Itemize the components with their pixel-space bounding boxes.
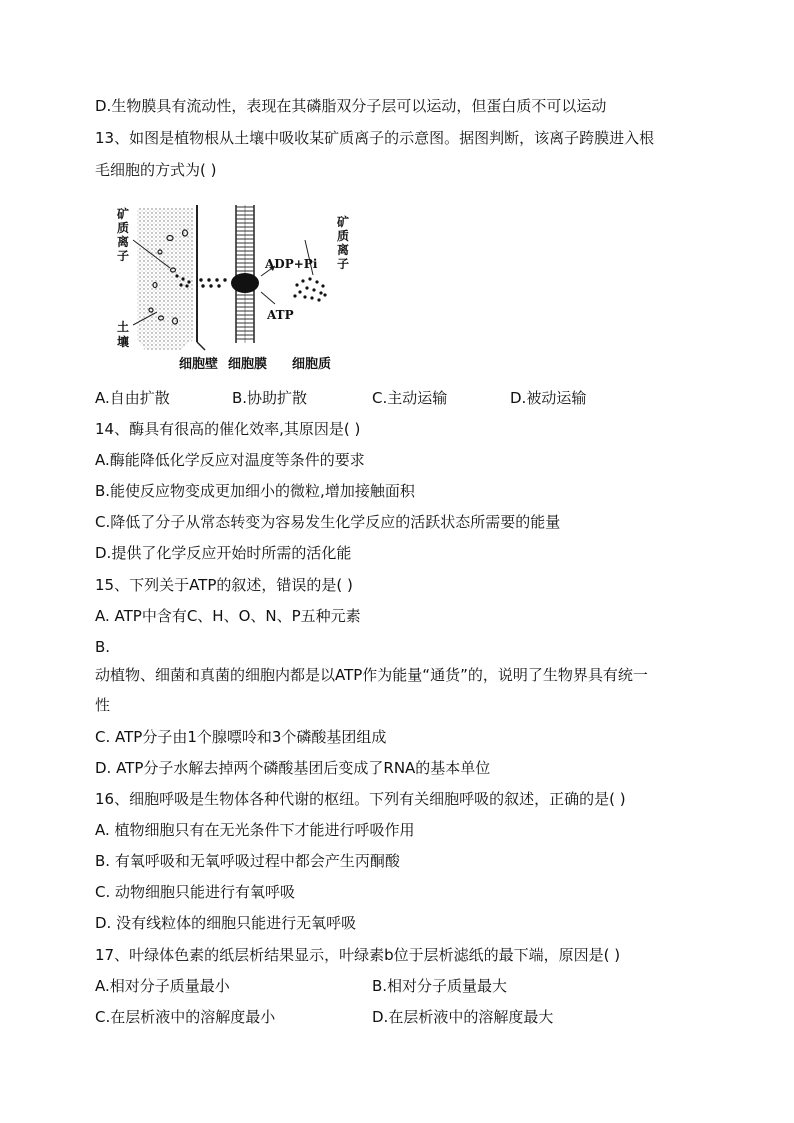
carrier-protein	[231, 273, 259, 293]
label-soil-1: 土	[117, 320, 130, 334]
label-ion-left-3: 离	[117, 235, 130, 249]
q17-option-d: D.在层析液中的溶解度最大	[372, 1008, 554, 1026]
label-ion-left-2: 质	[117, 221, 130, 235]
q16-option-d: D. 没有线粒体的细胞只能进行无氧呼吸	[95, 914, 357, 932]
soil-region	[137, 208, 193, 350]
label-adp-pi: ADP+Pi	[265, 257, 318, 271]
label-cell-membrane: 细胞膜	[228, 357, 268, 372]
q16-stem: 16、细胞呼吸是生物体各种代谢的枢纽。下列有关细胞呼吸的叙述，正确的是( )	[95, 790, 626, 808]
label-cell-wall: 细胞壁	[179, 357, 219, 372]
q13-option-c: C.主动运输	[372, 389, 448, 407]
ion-dots-cytoplasm	[293, 277, 326, 301]
q14-option-d: D.提供了化学反应开始时所需的活化能	[95, 544, 352, 562]
q13-stem-line1: 13、如图是植物根从土壤中吸收某矿质离子的示意图。据图判断，该离子跨膜进入根	[95, 129, 655, 147]
q14-stem: 14、酶具有很高的催化效率,其原因是( )	[95, 420, 361, 438]
diagram-svg	[115, 200, 365, 375]
label-ion-left-4: 子	[117, 249, 130, 263]
label-soil-2: 壤	[117, 335, 130, 349]
label-ion-right-3: 离	[337, 243, 350, 257]
q14-option-c: C.降低了分子从常态转变为容易发生化学反应的活跃状态所需要的能量	[95, 513, 561, 531]
q15-option-a: A. ATP中含有C、H、O、N、P五种元素	[95, 607, 361, 625]
q13-stem-line2: 毛细胞的方式为( )	[95, 161, 217, 179]
label-ion-left-1: 矿	[117, 207, 130, 221]
ion-uptake-diagram	[115, 200, 365, 375]
q15-option-b-text-2: 性	[95, 696, 111, 714]
label-ion-right-1: 矿	[337, 215, 350, 229]
q15-option-b-text-1: 动植物、细菌和真菌的细胞内都是以ATP作为能量“通货”的，说明了生物界具有统一	[95, 666, 648, 684]
q17-option-c: C.在层析液中的溶解度最小	[95, 1008, 276, 1026]
q14-option-b: B.能使反应物变成更加细小的微粒,增加接触面积	[95, 482, 415, 500]
q14-option-a: A.酶能降低化学反应对温度等条件的要求	[95, 451, 365, 469]
q15-option-d: D. ATP分子水解去掉两个磷酸基团后变成了RNA的基本单位	[95, 759, 491, 777]
q13-option-a: A.自由扩散	[95, 389, 170, 407]
q15-stem: 15、下列关于ATP的叙述，错误的是( )	[95, 576, 353, 594]
label-ion-right-2: 质	[337, 229, 350, 243]
q17-stem: 17、叶绿体色素的纸层析结果显示，叶绿素b位于层析滤纸的最下端，原因是( )	[95, 946, 621, 964]
q15-option-c: C. ATP分子由1个腺嘌呤和3个磷酸基团组成	[95, 728, 387, 746]
q16-option-c: C. 动物细胞只能进行有氧呼吸	[95, 883, 296, 901]
label-atp: ATP	[267, 308, 294, 322]
line-q12-d: D.生物膜具有流动性，表现在其磷脂双分子层可以运动，但蛋白质不可以运动	[95, 97, 607, 115]
q17-option-a: A.相对分子质量最小	[95, 977, 230, 995]
q17-option-b: B.相对分子质量最大	[372, 977, 508, 995]
q13-option-b: B.协助扩散	[232, 389, 308, 407]
q16-option-b: B. 有氧呼吸和无氧呼吸过程中都会产生丙酮酸	[95, 852, 400, 870]
q15-option-b-label: B.	[95, 638, 111, 656]
label-cytoplasm: 细胞质	[292, 357, 332, 372]
q13-option-d: D.被动运输	[510, 389, 587, 407]
label-ion-right-4: 子	[337, 257, 350, 271]
q16-option-a: A. 植物细胞只有在无光条件下才能进行呼吸作用	[95, 821, 415, 839]
